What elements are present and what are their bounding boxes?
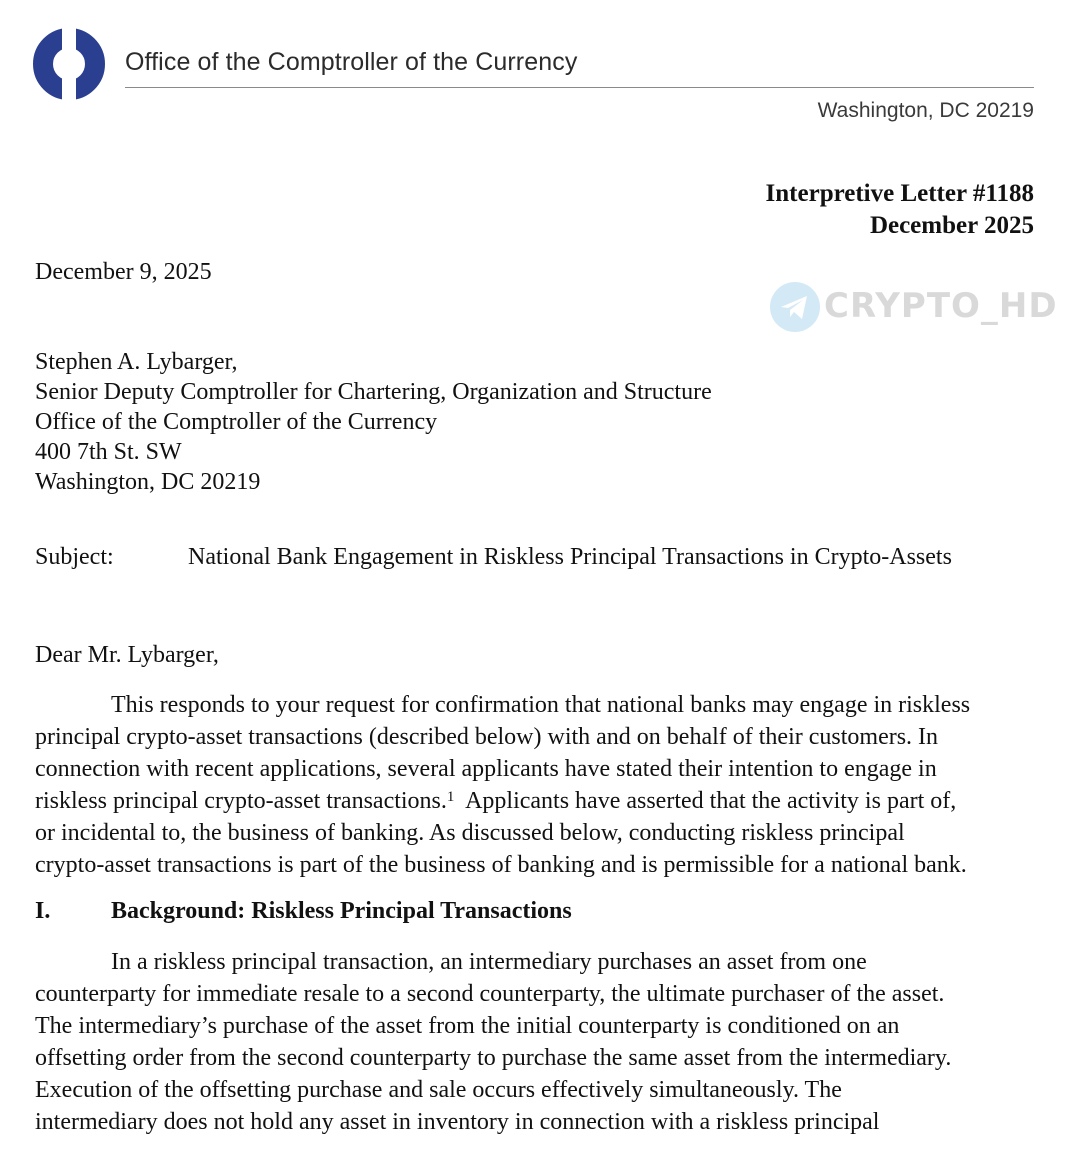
body-paragraph-1 [35,689,970,881]
watermark-text: CRYPTO_HD [824,286,1058,326]
paragraph-line [35,785,970,817]
paragraph-line: principal crypto-asset transactions (described below) with and on behalf of their customers. In [35,724,939,750]
letter-month: December 2025 [869,212,1034,239]
section-title: Background: Riskless Principal Transactions [111,898,572,924]
paragraph-line: offsetting order from the second counterparty to purchase the same asset from the intermediary. [35,1045,952,1071]
salutation: Dear Mr. Lybarger, [35,642,219,668]
agency-location: Washington, DC 20219 [817,99,1034,122]
header-divider [125,87,1034,88]
subject-label: Subject: [35,544,114,570]
paragraph-text: Applicants have asserted that the activity is part of, [454,788,957,814]
occ-logo-icon [32,26,106,102]
section-number: I. [35,898,51,924]
paragraph-line: intermediary does not hold any asset in inventory in connection with a riskless principal [35,1109,880,1135]
paragraph-line: crypto-asset transactions is part of the business of banking and is permissible for a national bank. [35,852,967,878]
footnote-ref[interactable]: 1 [446,789,455,805]
letter-date: December 9, 2025 [35,259,212,285]
recipient-name: Stephen A. Lybarger, [35,349,238,375]
paragraph-line: connection with recent applications, several applicants have stated their intention to engage in [35,756,937,782]
body-paragraph-2 [35,946,951,1138]
section-heading [35,898,572,925]
paragraph-line: In a riskless principal transaction, an intermediary purchases an asset from one [111,949,867,975]
paragraph-text: riskless principal crypto-asset transactions. [35,788,447,814]
paragraph-line: Execution of the offsetting purchase and sale occurs effectively simultaneously. The [35,1077,842,1103]
recipient-city: Washington, DC 20219 [35,469,261,495]
paragraph-line: The intermediary’s purchase of the asset from the initial counterparty is conditioned on an [35,1013,900,1039]
recipient-title: Senior Deputy Comptroller for Chartering, Organization and Structure [35,379,712,405]
letter-id-block [766,178,1034,242]
watermark [770,282,1058,334]
paragraph-line: or incidental to, the business of banking. As discussed below, conducting riskless principal [35,820,905,846]
letter-number: Interpretive Letter #1188 [765,180,1034,207]
agency-name: Office of the Comptroller of the Currency [125,48,578,76]
paragraph-line: counterparty for immediate resale to a second counterparty, the ultimate purchaser of the asset. [35,981,945,1007]
recipient-office: Office of the Comptroller of the Currency [35,409,438,435]
subject-line [35,544,952,571]
recipient-street: 400 7th St. SW [35,439,182,465]
recipient-address [35,347,712,497]
telegram-icon [770,282,820,332]
paragraph-line: This responds to your request for confirmation that national banks may engage in riskless [111,692,971,718]
subject-text: National Bank Engagement in Riskless Principal Transactions in Crypto-Assets [188,544,952,570]
